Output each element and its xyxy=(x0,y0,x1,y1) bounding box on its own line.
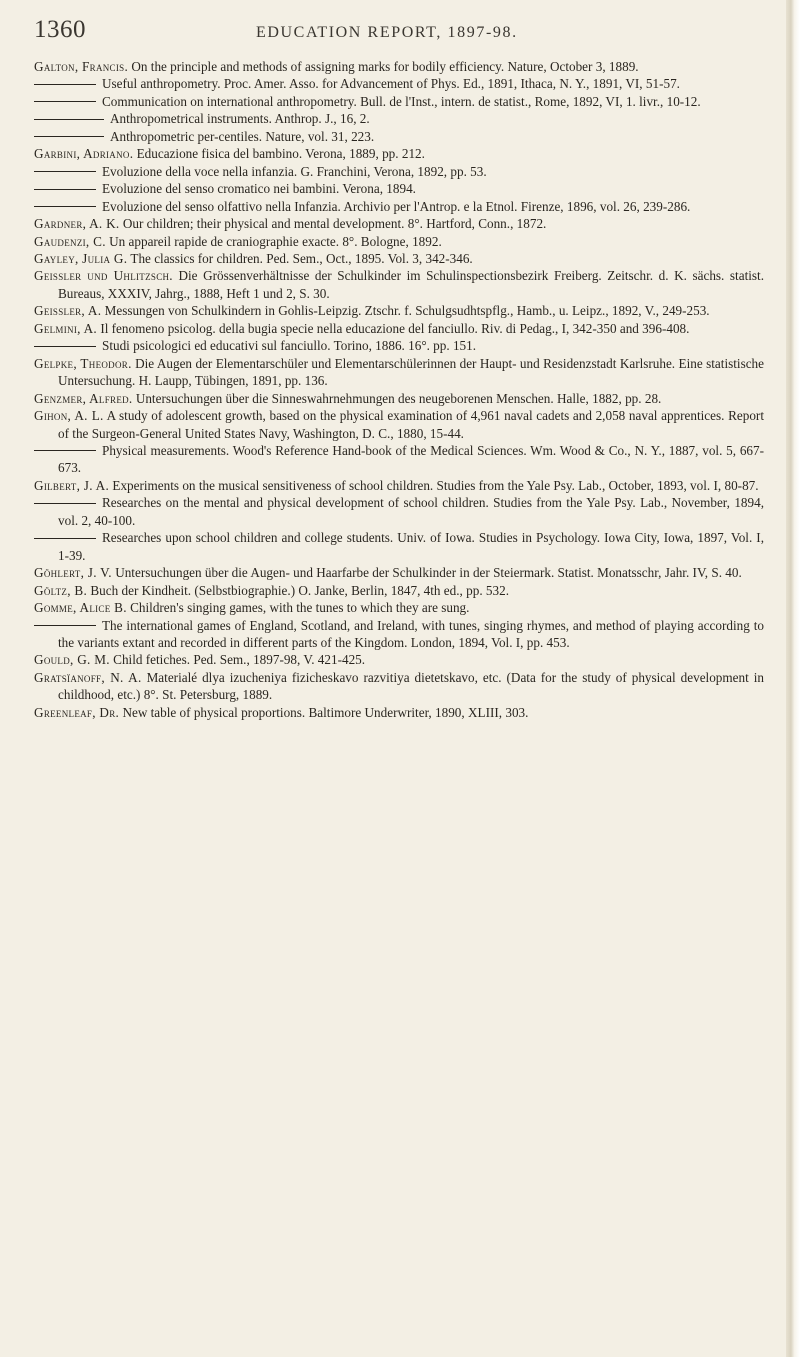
bibliography-entry xyxy=(34,337,764,354)
entry-author: Gelpke, Theodor. xyxy=(34,355,132,371)
entry-author: Göhlert, J. V. xyxy=(34,565,112,581)
ditto-dash xyxy=(34,189,96,190)
ditto-dash xyxy=(34,136,104,137)
page-header xyxy=(34,16,754,50)
bibliography-list xyxy=(34,58,764,721)
bibliography-entry xyxy=(34,198,764,215)
bibliography-entry xyxy=(34,355,764,390)
bibliography-entry xyxy=(34,494,764,529)
entry-text: Communication on international anthropometry. Bull. de l'Inst., intern. de statist., Rome, 1892, VI, 1. livr., 10-12. xyxy=(102,93,701,109)
bibliography-entry xyxy=(34,145,764,162)
bibliography-entry xyxy=(34,669,764,704)
bibliography-entry xyxy=(34,529,764,564)
entry-text: Anthropometric per-centiles. Nature, vol. 31, 223. xyxy=(110,128,375,144)
entry-text: New table of physical proportions. Baltimore Underwriter, 1890, XLIII, 303. xyxy=(122,704,529,720)
entry-text: Children's singing games, with the tunes to which they are sung. xyxy=(130,600,470,616)
entry-text: Die Augen der Elementarschüler und Elementarschülerinnen der Haupt- und Residenzstadt Karlsruhe. Eine statistische Untersuchung. H. Laupp, Tübingen, 1891, pp. 136. xyxy=(58,355,765,389)
bibliography-entry xyxy=(34,320,764,337)
bibliography-entry xyxy=(34,267,764,302)
entry-author: Gayley, Julia G. xyxy=(34,250,128,266)
entry-text: Evoluzione del senso olfattivo nella Infanzia. Archivio per l'Antrop. e la Etnol. Firenze, 1896, vol. 26, 239-286. xyxy=(102,198,691,214)
bibliography-entry xyxy=(34,302,764,319)
bibliography-entry xyxy=(34,477,764,494)
entry-text: Materialé dlya izucheniya fizicheskavo razvitiya dietetskavo, etc. (Data for the study of physical development in childhood, etc.) 8°. St. Petersburg, 1889. xyxy=(58,669,764,703)
ditto-dash xyxy=(34,101,96,102)
entry-text: Messungen von Schulkindern in Gohlis-Leipzig. Ztschr. f. Schulgsudhtspflg., Hamb., u. Leipz., 1892, V., 249-253. xyxy=(104,303,710,319)
bibliography-entry xyxy=(34,128,764,145)
bibliography-entry xyxy=(34,110,764,127)
bibliography-entry xyxy=(34,75,764,92)
bibliography-entry xyxy=(34,564,764,581)
ditto-dash xyxy=(34,119,104,120)
bibliography-entry xyxy=(34,163,764,180)
bibliography-entry xyxy=(34,233,764,250)
entry-author: Gihon, A. L. xyxy=(34,408,104,424)
bibliography-entry xyxy=(34,215,764,232)
ditto-dash xyxy=(34,625,96,626)
entry-text: The international games of England, Scotland, and Ireland, with tunes, singing rhymes, and method of playing according to the variants extant and recorded in different parts of the Kingdom. London, 1894, Vol. I, pp. 453. xyxy=(58,617,764,650)
entry-author: Galton, Francis. xyxy=(34,59,129,74)
bibliography-entry xyxy=(34,651,764,668)
ditto-dash xyxy=(34,206,96,207)
ditto-dash xyxy=(34,84,96,85)
entry-text: Researches on the mental and physical development of school children. Studies from the Yale Psy. Lab., November, 1894, vol. 2, 40-100. xyxy=(58,495,764,528)
entry-text: Useful anthropometry. Proc. Amer. Asso. for Advancement of Phys. Ed., 1891, Ithaca, N. Y., 1891, VI, 51-57. xyxy=(102,76,680,92)
entry-author: Gomme, Alice B. xyxy=(34,600,127,616)
bibliography-entry xyxy=(34,58,764,75)
entry-text: Educazione fisica del bambino. Verona, 1889, pp. 212. xyxy=(136,146,425,162)
entry-text: Anthropometrical instruments. Anthrop. J., 16, 2. xyxy=(110,111,370,127)
entry-author: Gardner, A. K. xyxy=(34,216,120,232)
entry-text: Untersuchungen über die Augen- und Haarfarbe der Schulkinder in der Steiermark. Statist. Monatsschr, Jahr. IV, S. 40. xyxy=(115,565,742,581)
bibliography-entry xyxy=(34,582,764,599)
ditto-dash xyxy=(34,346,96,347)
entry-text: The classics for children. Ped. Sem., Oct., 1895. Vol. 3, 342-346. xyxy=(130,250,473,266)
entry-text: Untersuchungen über die Sinneswahrnehmungen des neugeborenen Menschen. Halle, 1882, pp. 28. xyxy=(135,390,662,406)
bibliography-entry xyxy=(34,599,764,616)
bibliography-entry xyxy=(34,93,764,110)
bibliography-entry xyxy=(34,250,764,267)
ditto-dash xyxy=(34,171,96,172)
bibliography-entry xyxy=(34,407,764,442)
ditto-dash xyxy=(34,538,96,539)
entry-author: Geissler und Uhlitzsch. xyxy=(34,268,173,284)
entry-text: A study of adolescent growth, based on the physical examination of 4,961 naval cadets and 2,058 naval apprentices. Report of the Surgeon-General United States Navy, Washington, D. C., 1880, 15-44. xyxy=(58,408,764,441)
entry-author: Gaudenzi, C. xyxy=(34,233,106,249)
entry-text: Die Grössenverhältnisse der Schulkinder im Schulinspectionsbezirk Freiberg. Zeitschr. d. K. sächs. statist. Bureaus, XXXIV, Jahrg., 1888, Heft 1 und 2, S. 30. xyxy=(58,268,764,301)
entry-text: Evoluzione della voce nella infanzia. G. Franchini, Verona, 1892, pp. 53. xyxy=(102,163,487,179)
running-title: EDUCATION REPORT, 1897-98. xyxy=(256,24,518,41)
entry-text: Experiments on the musical sensitiveness of school children. Studies from the Yale Psy. Lab., October, 1893, vol. I, 80-87. xyxy=(112,477,759,493)
bibliography-entry xyxy=(34,704,764,721)
entry-text: Il fenomeno psicolog. della bugia specie nella educazione del fanciullo. Riv. di Pedag., I, 342-350 and 396-408. xyxy=(100,320,690,336)
bibliography-entry xyxy=(34,442,764,477)
entry-author: Geissler, A. xyxy=(34,303,102,319)
bibliography-entry xyxy=(34,390,764,407)
entry-text: Evoluzione del senso cromatico nei bambini. Verona, 1894. xyxy=(102,181,416,197)
ditto-dash xyxy=(34,503,96,504)
entry-text: Studi psicologici ed educativi sul fanciullo. Torino, 1886. 16°. pp. 151. xyxy=(102,338,477,354)
entry-text: Child fetiches. Ped. Sem., 1897-98, V. 421-425. xyxy=(113,652,366,668)
entry-text: Our children; their physical and mental development. 8°. Hartford, Conn., 1872. xyxy=(122,216,547,232)
entry-author: Gratsïanoff, N. A. xyxy=(34,669,142,685)
bibliography-entry xyxy=(34,180,764,197)
bibliography-entry xyxy=(34,617,764,652)
entry-author: Greenleaf, Dr. xyxy=(34,704,120,720)
entry-author: Genzmer, Alfred. xyxy=(34,390,133,406)
entry-author: Gould, G. M. xyxy=(34,652,110,668)
entry-author: Garbini, Adriano. xyxy=(34,146,134,162)
ditto-dash xyxy=(34,450,96,451)
page-number: 1360 xyxy=(34,16,86,43)
entry-author: Göltz, B. xyxy=(34,582,88,598)
entry-author: Gelmini, A. xyxy=(34,320,98,336)
entry-author: Gilbert, J. A. xyxy=(34,477,110,493)
entry-text: Un appareil rapide de craniographie exacte. 8°. Bologne, 1892. xyxy=(109,233,442,249)
entry-text: On the principle and methods of assigning marks for bodily efficiency. Nature, October 3, 1889. xyxy=(131,59,639,74)
entry-text: Researches upon school children and college students. Univ. of Iowa. Studies in Psychology. Iowa City, Iowa, 1897, Vol. I, 1-39. xyxy=(58,530,764,563)
page-edge xyxy=(786,0,800,1357)
entry-text: Buch der Kindheit. (Selbstbiographie.) O. Janke, Berlin, 1847, 4th ed., pp. 532. xyxy=(90,582,510,598)
entry-text: Physical measurements. Wood's Reference Hand-book of the Medical Sciences. Wm. Wood & Co., N. Y., 1887, vol. 5, 667-673. xyxy=(58,442,764,476)
